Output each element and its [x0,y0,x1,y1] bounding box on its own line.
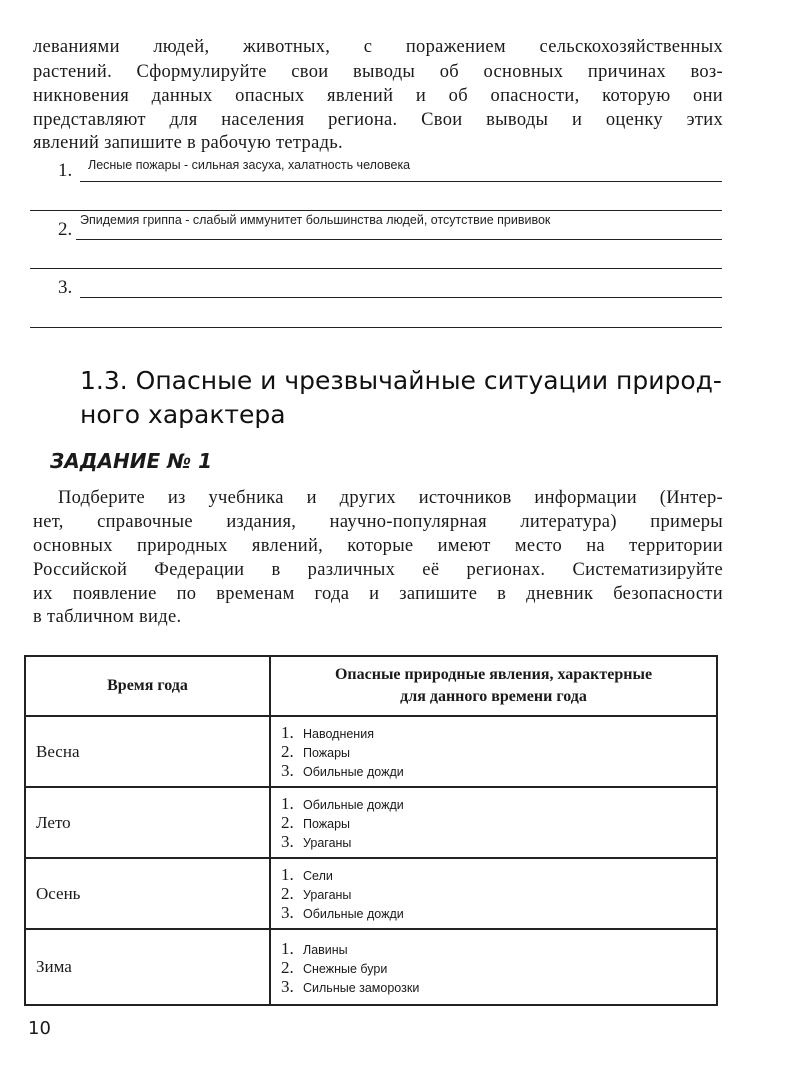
intro-line: растений. Сформулируйте свои выводы об основных причинах воз- [33,62,723,82]
phenomenon: Обильные дожди [303,907,404,921]
intro-line: никновения данных опасных явлений и об опасности, которую они [33,86,723,106]
answer-line [80,297,722,298]
header-line: Опасные природные явления, характерные [334,666,653,683]
header-season: Время года [25,656,270,716]
answer-line [80,181,722,182]
phenomenon: Ураганы [303,836,352,850]
phenomenon: Ураганы [303,888,352,902]
task-line: нет, справочные издания, научно-популярная литература) примеры [33,512,723,532]
item-number: 1. [281,794,294,813]
item-number: 2. [281,813,294,832]
intro-line: представляют для населения региона. Свои выводы и оценку этих [33,110,723,130]
intro-line: леваниями людей, животных, с поражением сельскохозяйственных [33,37,723,57]
item-number: 3. [281,832,294,851]
item-number: 2. [281,957,294,977]
task-line: их появление по временам года и запишите в дневник безопасности [33,584,723,604]
task-line: Подберите из учебника и других источников информации (Интер- [58,488,723,508]
item-number: 1. [281,938,294,958]
item-number: 1. [281,865,294,884]
task-title: ЗАДАНИЕ № 1 [50,449,213,473]
table-row [25,858,717,929]
phenomena-cell[interactable] [270,929,717,1005]
phenomena-cell[interactable] [270,858,717,929]
phenomena-cell[interactable] [270,787,717,858]
table-header-row [25,656,717,716]
answer-number: 2. [58,219,73,240]
answer-line [30,327,722,328]
phenomenon: Обильные дожди [303,765,404,779]
phenomenon: Обильные дожди [303,798,404,812]
intro-line: явлений запишите в рабочую тетрадь. [33,133,343,153]
phenomenon: Сели [303,869,333,883]
season-cell: Лето [25,787,270,858]
phenomena-cell[interactable] [270,716,717,787]
item-number: 3. [281,761,294,780]
header-line: для данного времени года [400,688,587,705]
season-cell: Зима [25,929,270,1005]
item-number: 2. [281,742,294,761]
section-title: ного характера [80,400,286,429]
phenomenon: Пожары [303,817,351,831]
table-row [25,787,717,858]
page-number: 10 [28,1018,51,1039]
item-number: 3. [281,903,294,922]
table-row [25,929,717,1005]
task-line: основных природных явлений, которые имеют место на территории [33,536,723,556]
phenomenon: Наводнения [303,727,374,741]
phenomenon: Снежные бури [303,961,388,976]
answer-text[interactable]: Эпидемия гриппа - слабый иммунитет большинства людей, отсутствие прививок [80,213,551,227]
answer-text[interactable]: Лесные пожары - сильная засуха, халатность человека [88,158,411,172]
table-row [25,716,717,787]
header-phenomena [270,656,717,716]
phenomenon: Сильные заморозки [303,980,420,995]
answer-line [76,239,722,240]
task-line: в табличном виде. [33,607,182,627]
item-number: 2. [281,884,294,903]
section-title: 1.3. Опасные и чрезвычайные ситуации природ- [80,366,722,395]
answer-number: 3. [58,277,73,298]
answer-line [30,210,722,211]
item-number: 1. [281,723,294,742]
answer-number: 1. [58,160,73,181]
task-line: Российской Федерации в различных её регионах. Систематизируйте [33,560,723,580]
item-number: 3. [281,976,294,996]
season-cell: Весна [25,716,270,787]
season-cell: Осень [25,858,270,929]
phenomenon: Лавины [303,942,348,957]
phenomenon: Пожары [303,746,351,760]
answer-line [30,268,722,269]
seasons-table [24,655,718,1006]
